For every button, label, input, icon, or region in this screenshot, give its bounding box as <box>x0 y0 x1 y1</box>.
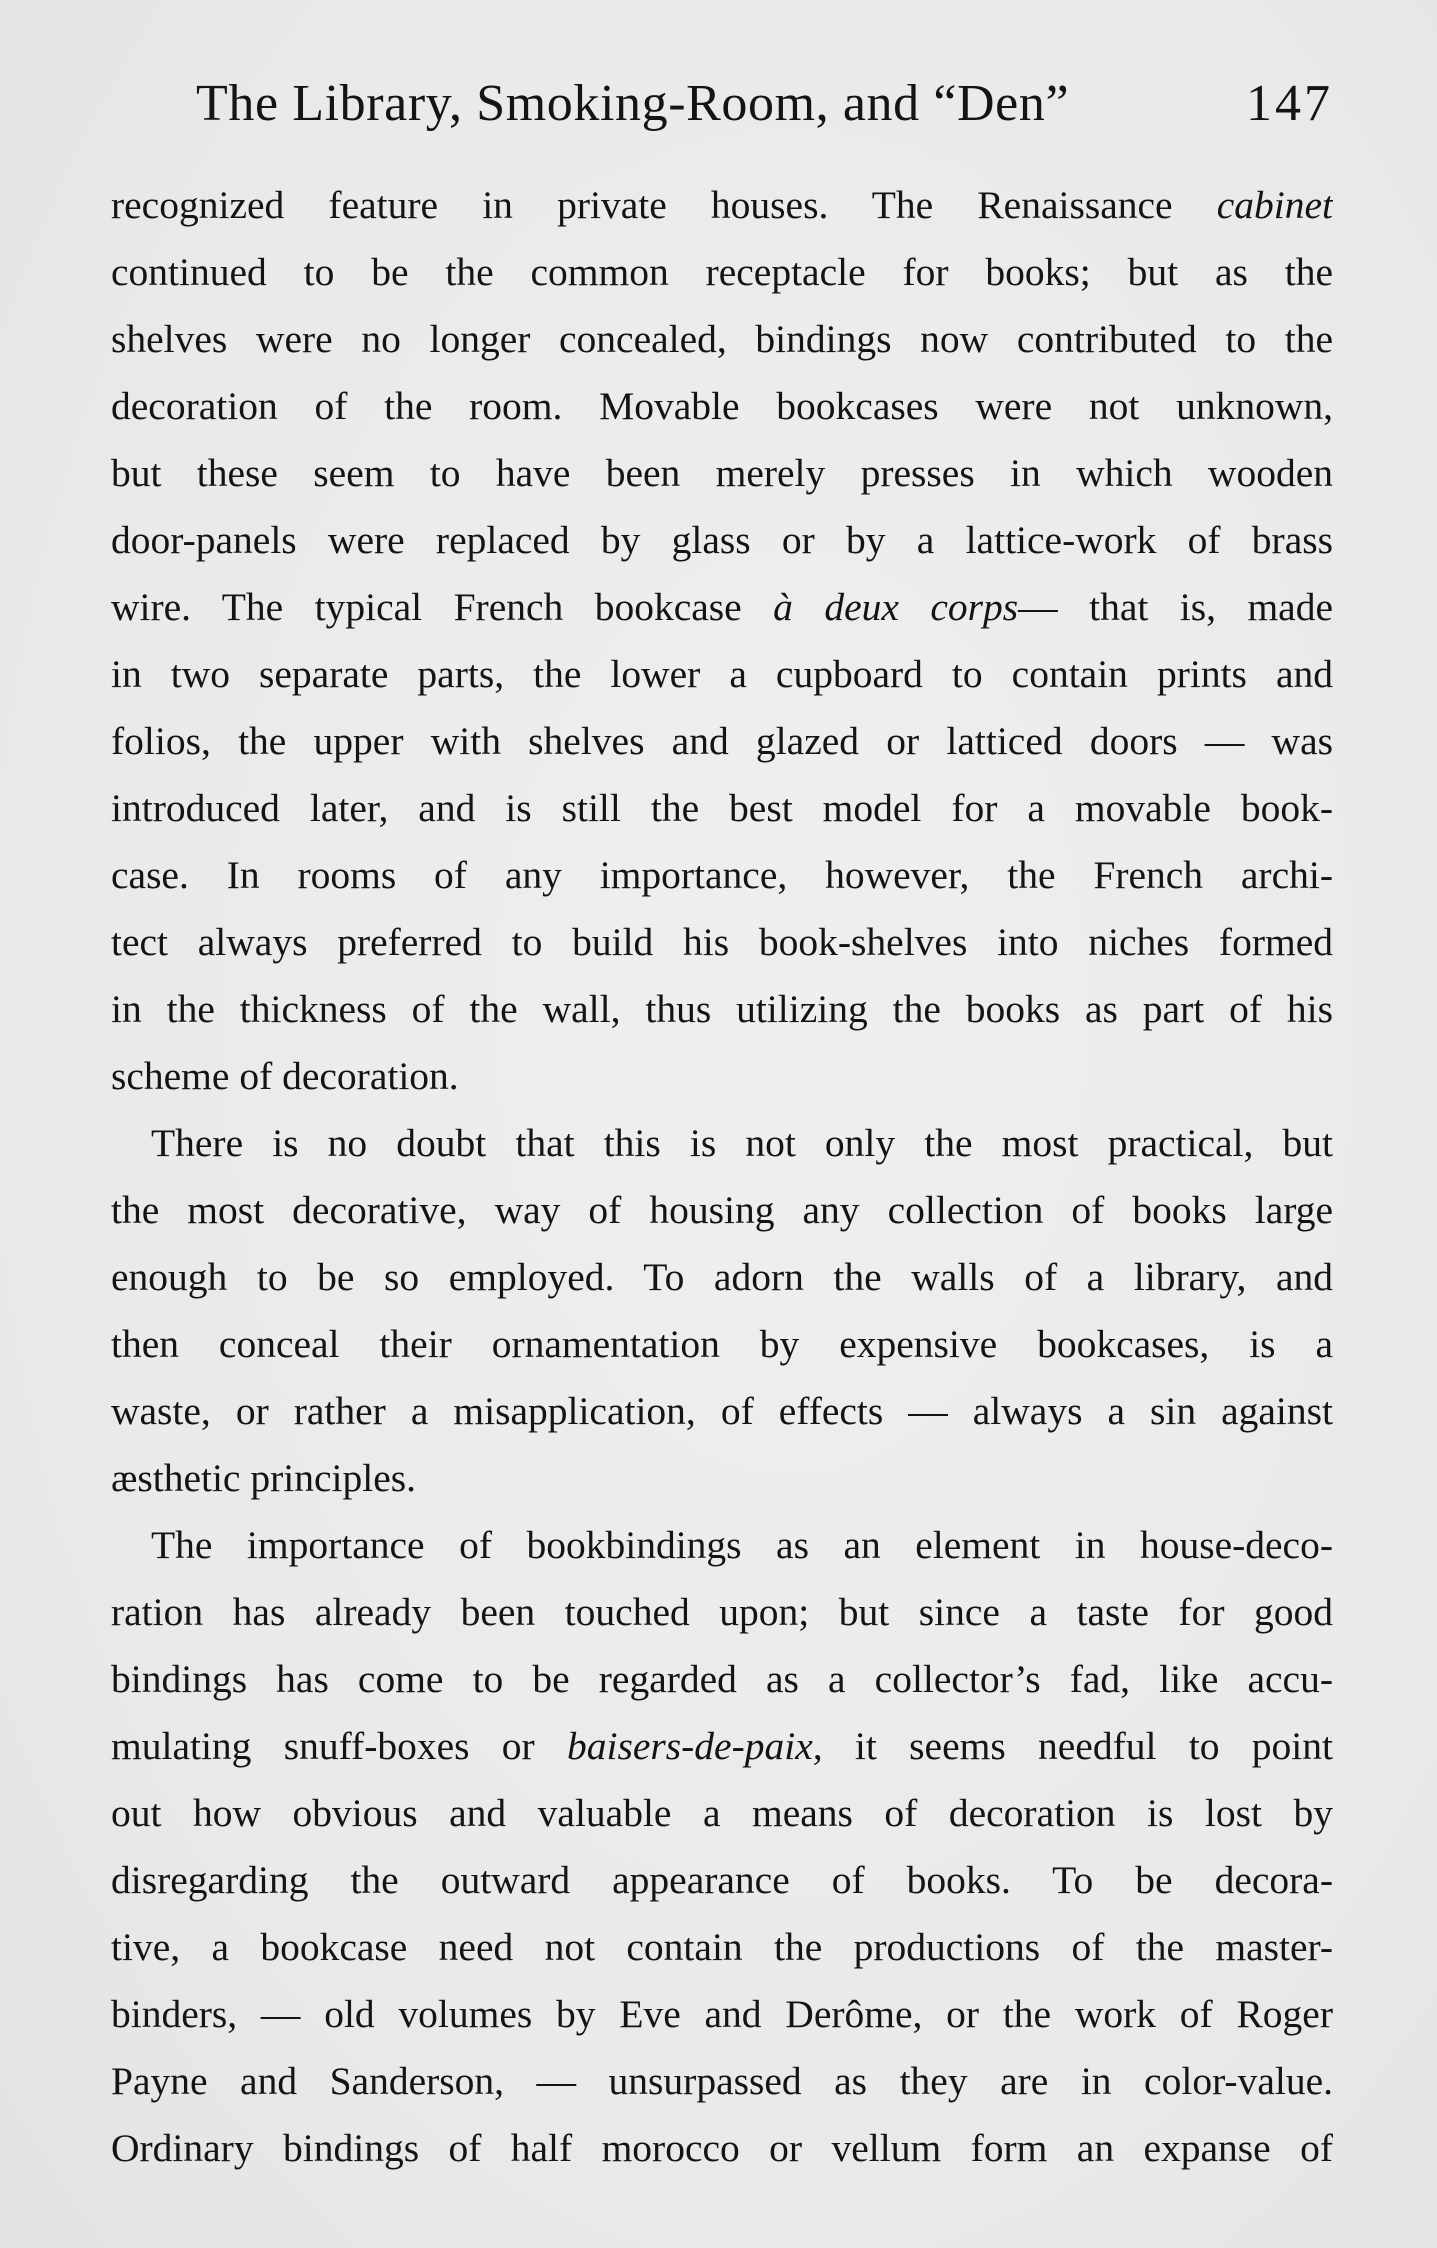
text-line-26: disregarding the outward appearance of books. To be decora- <box>111 1858 1333 1902</box>
text-line-22: ration has already been touched upon; but since a taste for good <box>111 1590 1333 1634</box>
text-line-14: scheme of decoration. <box>111 1054 459 1098</box>
text-line-19: waste, or rather a misapplication, of effects — always a sin against <box>111 1389 1333 1433</box>
text-line-7: wire. The typical French bookcase à deux corps— that is, made <box>111 585 1333 629</box>
italic-cabinet: cabinet <box>1216 183 1333 227</box>
text-line-12: tect always preferred to build his book-shelves into niches formed <box>111 920 1333 964</box>
running-header-title: The Library, Smoking-Room, and “Den” <box>196 75 1070 132</box>
text-line-3: shelves were no longer concealed, bindings now contributed to the <box>111 317 1333 361</box>
text-line-15: There is no doubt that this is not only the most practical, but <box>151 1121 1333 1165</box>
text-line-1: recognized feature in private houses. The Renaissance cabinet <box>111 183 1333 227</box>
text-line-25: out how obvious and valuable a means of decoration is lost by <box>111 1791 1333 1835</box>
text-line-13: in the thickness of the wall, thus utilizing the books as part of his <box>111 987 1333 1031</box>
body-text <box>111 172 1333 2182</box>
text-line-17: enough to be so employed. To adorn the walls of a library, and <box>111 1255 1333 1299</box>
text-line-23: bindings has come to be regarded as a collector’s fad, like accu- <box>111 1657 1333 1701</box>
text-line-24: mulating snuff-boxes or baisers-de-paix, it seems needful to point <box>111 1724 1333 1768</box>
text-line-28: binders, — old volumes by Eve and Derôme, or the work of Roger <box>111 1992 1333 2036</box>
text-line-9: folios, the upper with shelves and glazed or latticed doors — was <box>111 719 1333 763</box>
italic-baisers-de-paix: baisers-de-paix, <box>567 1724 823 1768</box>
text-line-18: then conceal their ornamentation by expensive bookcases, is a <box>111 1322 1333 1366</box>
text-line-5: but these seem to have been merely presses in which wooden <box>111 451 1333 495</box>
text-line-21: The importance of bookbindings as an element in house-deco- <box>151 1523 1333 1567</box>
text-line-11: case. In rooms of any importance, however, the French archi- <box>111 853 1333 897</box>
text-line-16: the most decorative, way of housing any collection of books large <box>111 1188 1333 1232</box>
text-line-20: æsthetic principles. <box>111 1456 416 1500</box>
text-line-30: Ordinary bindings of half morocco or vellum form an expanse of <box>111 2126 1333 2170</box>
text-line-4: decoration of the room. Movable bookcases were not unknown, <box>111 384 1333 428</box>
text-line-29: Payne and Sanderson, — unsurpassed as they are in color-value. <box>111 2059 1333 2103</box>
running-header <box>196 64 1333 144</box>
italic-a-deux-corps: à deux corps <box>773 585 1019 629</box>
text-line-6: door-panels were replaced by glass or by a lattice-work of brass <box>111 518 1333 562</box>
text-line-10: introduced later, and is still the best model for a movable book- <box>111 786 1333 830</box>
page-number: 147 <box>1246 75 1333 132</box>
text-line-2: continued to be the common receptacle for books; but as the <box>111 250 1333 294</box>
text-line-27: tive, a bookcase need not contain the productions of the master- <box>111 1925 1333 1969</box>
text-line-8: in two separate parts, the lower a cupboard to contain prints and <box>111 652 1333 696</box>
